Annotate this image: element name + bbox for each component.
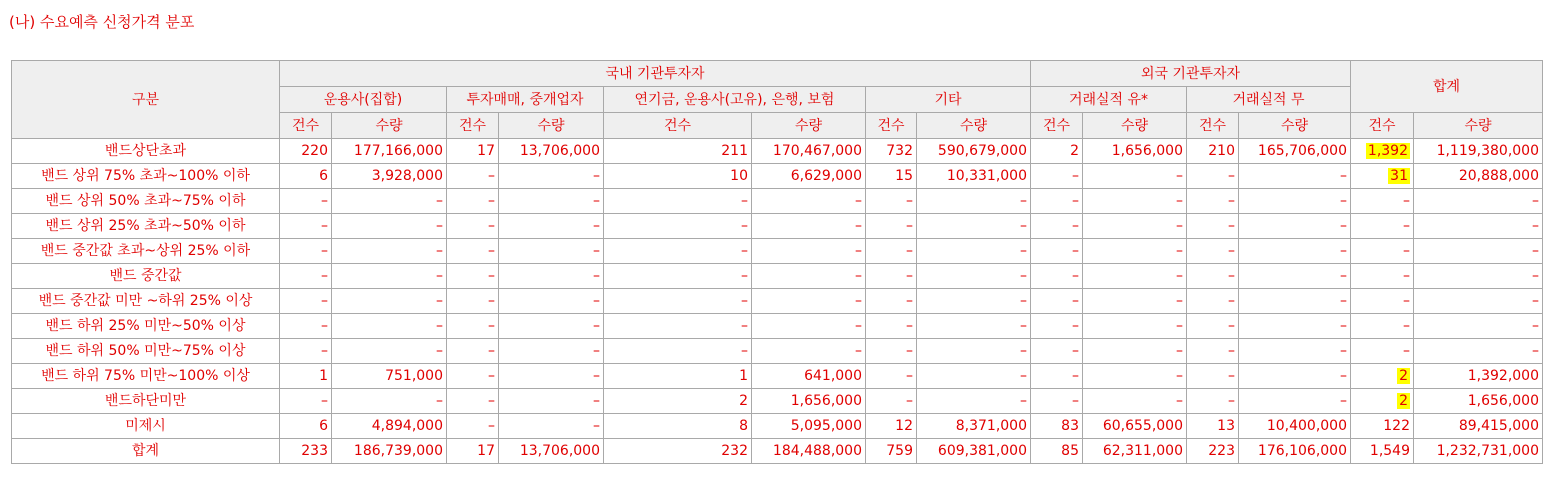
quantity-cell: – [1239, 314, 1351, 339]
quantity-cell: 165,706,000 [1239, 139, 1351, 164]
count-cell: 8 [604, 414, 752, 439]
quantity-cell: 641,000 [752, 364, 866, 389]
count-cell: 223 [1187, 439, 1239, 464]
count-cell: – [280, 314, 332, 339]
row-label: 밴드 상위 25% 초과~50% 이하 [12, 214, 280, 239]
count-cell: – [604, 239, 752, 264]
quantity-cell: – [752, 314, 866, 339]
quantity-cell: 170,467,000 [752, 139, 866, 164]
quantity-cell: – [1239, 214, 1351, 239]
row-label: 밴드상단초과 [12, 139, 280, 164]
quantity-cell: – [1414, 264, 1543, 289]
quantity-cell: – [332, 189, 447, 214]
count-cell: – [447, 314, 499, 339]
row-label: 밴드 중간값 초과~상위 25% 이하 [12, 239, 280, 264]
count-cell: 211 [604, 139, 752, 164]
quantity-cell: – [1239, 264, 1351, 289]
count-cell: 732 [866, 139, 917, 164]
count-cell: 232 [604, 439, 752, 464]
quantity-cell: – [752, 339, 866, 364]
quantity-cell: – [752, 239, 866, 264]
count-cell: – [1031, 364, 1083, 389]
count-cell: – [1031, 189, 1083, 214]
quantity-cell: 4,894,000 [332, 414, 447, 439]
quantity-cell: – [499, 264, 604, 289]
quantity-cell: – [499, 339, 604, 364]
count-cell: 12 [866, 414, 917, 439]
count-cell: – [447, 414, 499, 439]
count-cell: 17 [447, 139, 499, 164]
count-cell: – [280, 389, 332, 414]
count-cell: – [866, 239, 917, 264]
count-cell: – [1031, 264, 1083, 289]
highlighted-total-count: 2 [1399, 368, 1408, 384]
quantity-cell: 751,000 [332, 364, 447, 389]
header-pension: 연기금, 운용사(고유), 은행, 보험 [604, 87, 866, 113]
table-row [12, 389, 1543, 414]
quantity-cell: – [499, 364, 604, 389]
count-cell: – [1187, 189, 1239, 214]
count-cell: 6 [280, 164, 332, 189]
count-cell [1351, 164, 1414, 189]
quantity-cell: – [917, 364, 1031, 389]
quantity-cell: – [1083, 314, 1187, 339]
quantity-cell: – [499, 164, 604, 189]
header-domestic-investors: 국내 기관투자자 [280, 61, 1031, 87]
highlighted-total-count: 1,392 [1367, 143, 1408, 159]
quantity-cell: 1,656,000 [1083, 139, 1187, 164]
count-cell: – [1031, 314, 1083, 339]
quantity-cell: – [917, 289, 1031, 314]
section-title: (나) 수요예측 신청가격 분포 [9, 13, 195, 31]
quantity-cell: – [499, 314, 604, 339]
count-cell: – [866, 189, 917, 214]
count-cell [1351, 139, 1414, 164]
count-cell: – [280, 289, 332, 314]
quantity-cell: – [1083, 264, 1187, 289]
header-count: 건수 [1187, 113, 1239, 139]
count-cell: – [1187, 314, 1239, 339]
quantity-cell: 609,381,000 [917, 439, 1031, 464]
header-count: 건수 [866, 113, 917, 139]
count-cell: – [280, 264, 332, 289]
count-cell: – [866, 264, 917, 289]
count-cell: – [447, 264, 499, 289]
count-cell: – [1187, 364, 1239, 389]
count-cell: – [447, 189, 499, 214]
count-cell: – [1351, 214, 1414, 239]
count-cell: – [1031, 339, 1083, 364]
quantity-cell: – [1239, 364, 1351, 389]
table-row [12, 214, 1543, 239]
header-track-record-yes: 거래실적 유* [1031, 87, 1187, 113]
count-cell: – [280, 339, 332, 364]
row-label: 밴드 상위 75% 초과~100% 이하 [12, 164, 280, 189]
count-cell: – [1187, 339, 1239, 364]
quantity-cell: – [917, 389, 1031, 414]
quantity-cell: 20,888,000 [1414, 164, 1543, 189]
header-count: 건수 [604, 113, 752, 139]
count-cell: – [1351, 264, 1414, 289]
header-foreign-investors: 외국 기관투자자 [1031, 61, 1351, 87]
highlighted-total-count: 31 [1390, 168, 1408, 184]
quantity-cell: – [917, 339, 1031, 364]
table-row [12, 264, 1543, 289]
count-cell: 233 [280, 439, 332, 464]
quantity-cell: – [917, 264, 1031, 289]
count-cell: – [1187, 264, 1239, 289]
table-body [12, 139, 1543, 464]
count-cell: – [447, 389, 499, 414]
row-label: 밴드 하위 75% 미만~100% 이상 [12, 364, 280, 389]
count-cell: – [280, 239, 332, 264]
quantity-cell: 13,706,000 [499, 439, 604, 464]
quantity-cell: – [499, 414, 604, 439]
quantity-cell: – [1414, 189, 1543, 214]
count-cell: – [1187, 289, 1239, 314]
count-cell: – [866, 314, 917, 339]
header-quantity: 수량 [1414, 113, 1543, 139]
quantity-cell: 1,232,731,000 [1414, 439, 1543, 464]
count-cell: – [604, 189, 752, 214]
quantity-cell: 60,655,000 [1083, 414, 1187, 439]
header-total: 합계 [1351, 61, 1543, 113]
count-cell: 1 [604, 364, 752, 389]
count-cell: 10 [604, 164, 752, 189]
quantity-cell: – [1414, 339, 1543, 364]
count-cell: – [447, 364, 499, 389]
count-cell: – [1031, 239, 1083, 264]
quantity-cell: 1,119,380,000 [1414, 139, 1543, 164]
quantity-cell: 1,656,000 [1414, 389, 1543, 414]
header-count: 건수 [280, 113, 332, 139]
quantity-cell: – [752, 264, 866, 289]
table-row [12, 289, 1543, 314]
row-label: 밴드 중간값 [12, 264, 280, 289]
count-cell: – [1351, 189, 1414, 214]
header-quantity: 수량 [917, 113, 1031, 139]
count-cell: – [866, 214, 917, 239]
count-cell: – [866, 364, 917, 389]
quantity-cell: – [917, 189, 1031, 214]
count-cell: – [447, 239, 499, 264]
quantity-cell: – [332, 339, 447, 364]
header-category: 구분 [12, 61, 280, 139]
header-broker: 투자매매, 중개업자 [447, 87, 604, 113]
count-cell: – [280, 189, 332, 214]
count-cell: 85 [1031, 439, 1083, 464]
quantity-cell: 62,311,000 [1083, 439, 1187, 464]
quantity-cell: 1,656,000 [752, 389, 866, 414]
row-label: 밴드 하위 25% 미만~50% 이상 [12, 314, 280, 339]
quantity-cell: 590,679,000 [917, 139, 1031, 164]
row-label: 밴드 하위 50% 미만~75% 이상 [12, 339, 280, 364]
count-cell: 17 [447, 439, 499, 464]
count-cell: 15 [866, 164, 917, 189]
count-cell: – [1031, 289, 1083, 314]
quantity-cell: – [1239, 189, 1351, 214]
demand-forecast-price-distribution-table [11, 60, 1543, 464]
quantity-cell: – [332, 264, 447, 289]
count-cell: – [1187, 214, 1239, 239]
count-cell: – [604, 214, 752, 239]
table-row [12, 164, 1543, 189]
quantity-cell: – [332, 289, 447, 314]
quantity-cell: – [499, 289, 604, 314]
table-row [12, 414, 1543, 439]
count-cell: – [1031, 164, 1083, 189]
count-cell: – [604, 264, 752, 289]
count-cell: – [447, 214, 499, 239]
quantity-cell: – [499, 214, 604, 239]
count-cell: – [447, 164, 499, 189]
count-cell: – [1351, 314, 1414, 339]
quantity-cell: – [917, 214, 1031, 239]
table-row [12, 239, 1543, 264]
quantity-cell: – [1083, 339, 1187, 364]
count-cell: – [1187, 239, 1239, 264]
quantity-cell: – [917, 239, 1031, 264]
quantity-cell: – [1083, 239, 1187, 264]
row-label: 미제시 [12, 414, 280, 439]
quantity-cell: – [332, 239, 447, 264]
count-cell: 13 [1187, 414, 1239, 439]
count-cell: – [447, 289, 499, 314]
quantity-cell: 6,629,000 [752, 164, 866, 189]
quantity-cell: 10,400,000 [1239, 414, 1351, 439]
header-quantity: 수량 [332, 113, 447, 139]
count-cell: 1,549 [1351, 439, 1414, 464]
table-row [12, 139, 1543, 164]
count-cell: – [1031, 214, 1083, 239]
count-cell: – [866, 389, 917, 414]
count-cell: – [1031, 389, 1083, 414]
quantity-cell: 10,331,000 [917, 164, 1031, 189]
quantity-cell: – [1083, 214, 1187, 239]
quantity-cell: 3,928,000 [332, 164, 447, 189]
quantity-cell: – [917, 314, 1031, 339]
count-cell: – [866, 289, 917, 314]
header-quantity: 수량 [1239, 113, 1351, 139]
quantity-cell: – [1239, 289, 1351, 314]
quantity-cell: – [1239, 389, 1351, 414]
count-cell: – [1187, 164, 1239, 189]
highlighted-total-count: 2 [1399, 393, 1408, 409]
row-label: 밴드하단미만 [12, 389, 280, 414]
quantity-cell: 186,739,000 [332, 439, 447, 464]
table-row [12, 339, 1543, 364]
header-quantity: 수량 [752, 113, 866, 139]
header-track-record-no: 거래실적 무 [1187, 87, 1351, 113]
quantity-cell: – [499, 239, 604, 264]
header-count: 건수 [1351, 113, 1414, 139]
quantity-cell: 5,095,000 [752, 414, 866, 439]
count-cell: 122 [1351, 414, 1414, 439]
quantity-cell: – [1083, 389, 1187, 414]
count-cell: 2 [604, 389, 752, 414]
count-cell: – [604, 339, 752, 364]
quantity-cell: – [1083, 289, 1187, 314]
count-cell: – [1351, 239, 1414, 264]
quantity-cell: 13,706,000 [499, 139, 604, 164]
quantity-cell: – [1083, 364, 1187, 389]
quantity-cell: – [1239, 164, 1351, 189]
header-count: 건수 [447, 113, 499, 139]
row-label: 합계 [12, 439, 280, 464]
count-cell: 1 [280, 364, 332, 389]
row-label: 밴드 중간값 미만 ~하위 25% 이상 [12, 289, 280, 314]
quantity-cell: 177,166,000 [332, 139, 447, 164]
header-quantity: 수량 [1083, 113, 1187, 139]
header-quantity: 수량 [499, 113, 604, 139]
quantity-cell: – [1414, 289, 1543, 314]
table-row [12, 189, 1543, 214]
table-row [12, 439, 1543, 464]
quantity-cell: – [1414, 239, 1543, 264]
count-cell: – [604, 314, 752, 339]
quantity-cell: – [752, 289, 866, 314]
header-asset-management: 운용사(집합) [280, 87, 447, 113]
quantity-cell: – [332, 389, 447, 414]
quantity-cell: – [1239, 239, 1351, 264]
count-cell: 210 [1187, 139, 1239, 164]
row-label: 밴드 상위 50% 초과~75% 이하 [12, 189, 280, 214]
header-other: 기타 [866, 87, 1031, 113]
count-cell: – [604, 289, 752, 314]
count-cell: 2 [1031, 139, 1083, 164]
count-cell: 83 [1031, 414, 1083, 439]
count-cell: – [280, 214, 332, 239]
count-cell: 759 [866, 439, 917, 464]
quantity-cell: – [332, 214, 447, 239]
count-cell [1351, 364, 1414, 389]
count-cell: – [1351, 289, 1414, 314]
quantity-cell: 1,392,000 [1414, 364, 1543, 389]
count-cell: – [866, 339, 917, 364]
quantity-cell: – [1414, 314, 1543, 339]
count-cell: – [447, 339, 499, 364]
quantity-cell: – [332, 314, 447, 339]
quantity-cell: – [499, 189, 604, 214]
quantity-cell: – [1239, 339, 1351, 364]
quantity-cell: – [499, 389, 604, 414]
quantity-cell: 176,106,000 [1239, 439, 1351, 464]
quantity-cell: – [1083, 164, 1187, 189]
quantity-cell: – [1083, 189, 1187, 214]
count-cell: – [1187, 389, 1239, 414]
header-count: 건수 [1031, 113, 1083, 139]
count-cell [1351, 389, 1414, 414]
count-cell: 220 [280, 139, 332, 164]
count-cell: – [1351, 339, 1414, 364]
quantity-cell: 8,371,000 [917, 414, 1031, 439]
table-row [12, 314, 1543, 339]
table-row [12, 364, 1543, 389]
quantity-cell: – [1414, 214, 1543, 239]
quantity-cell: 184,488,000 [752, 439, 866, 464]
quantity-cell: 89,415,000 [1414, 414, 1543, 439]
quantity-cell: – [752, 189, 866, 214]
quantity-cell: – [752, 214, 866, 239]
count-cell: 6 [280, 414, 332, 439]
